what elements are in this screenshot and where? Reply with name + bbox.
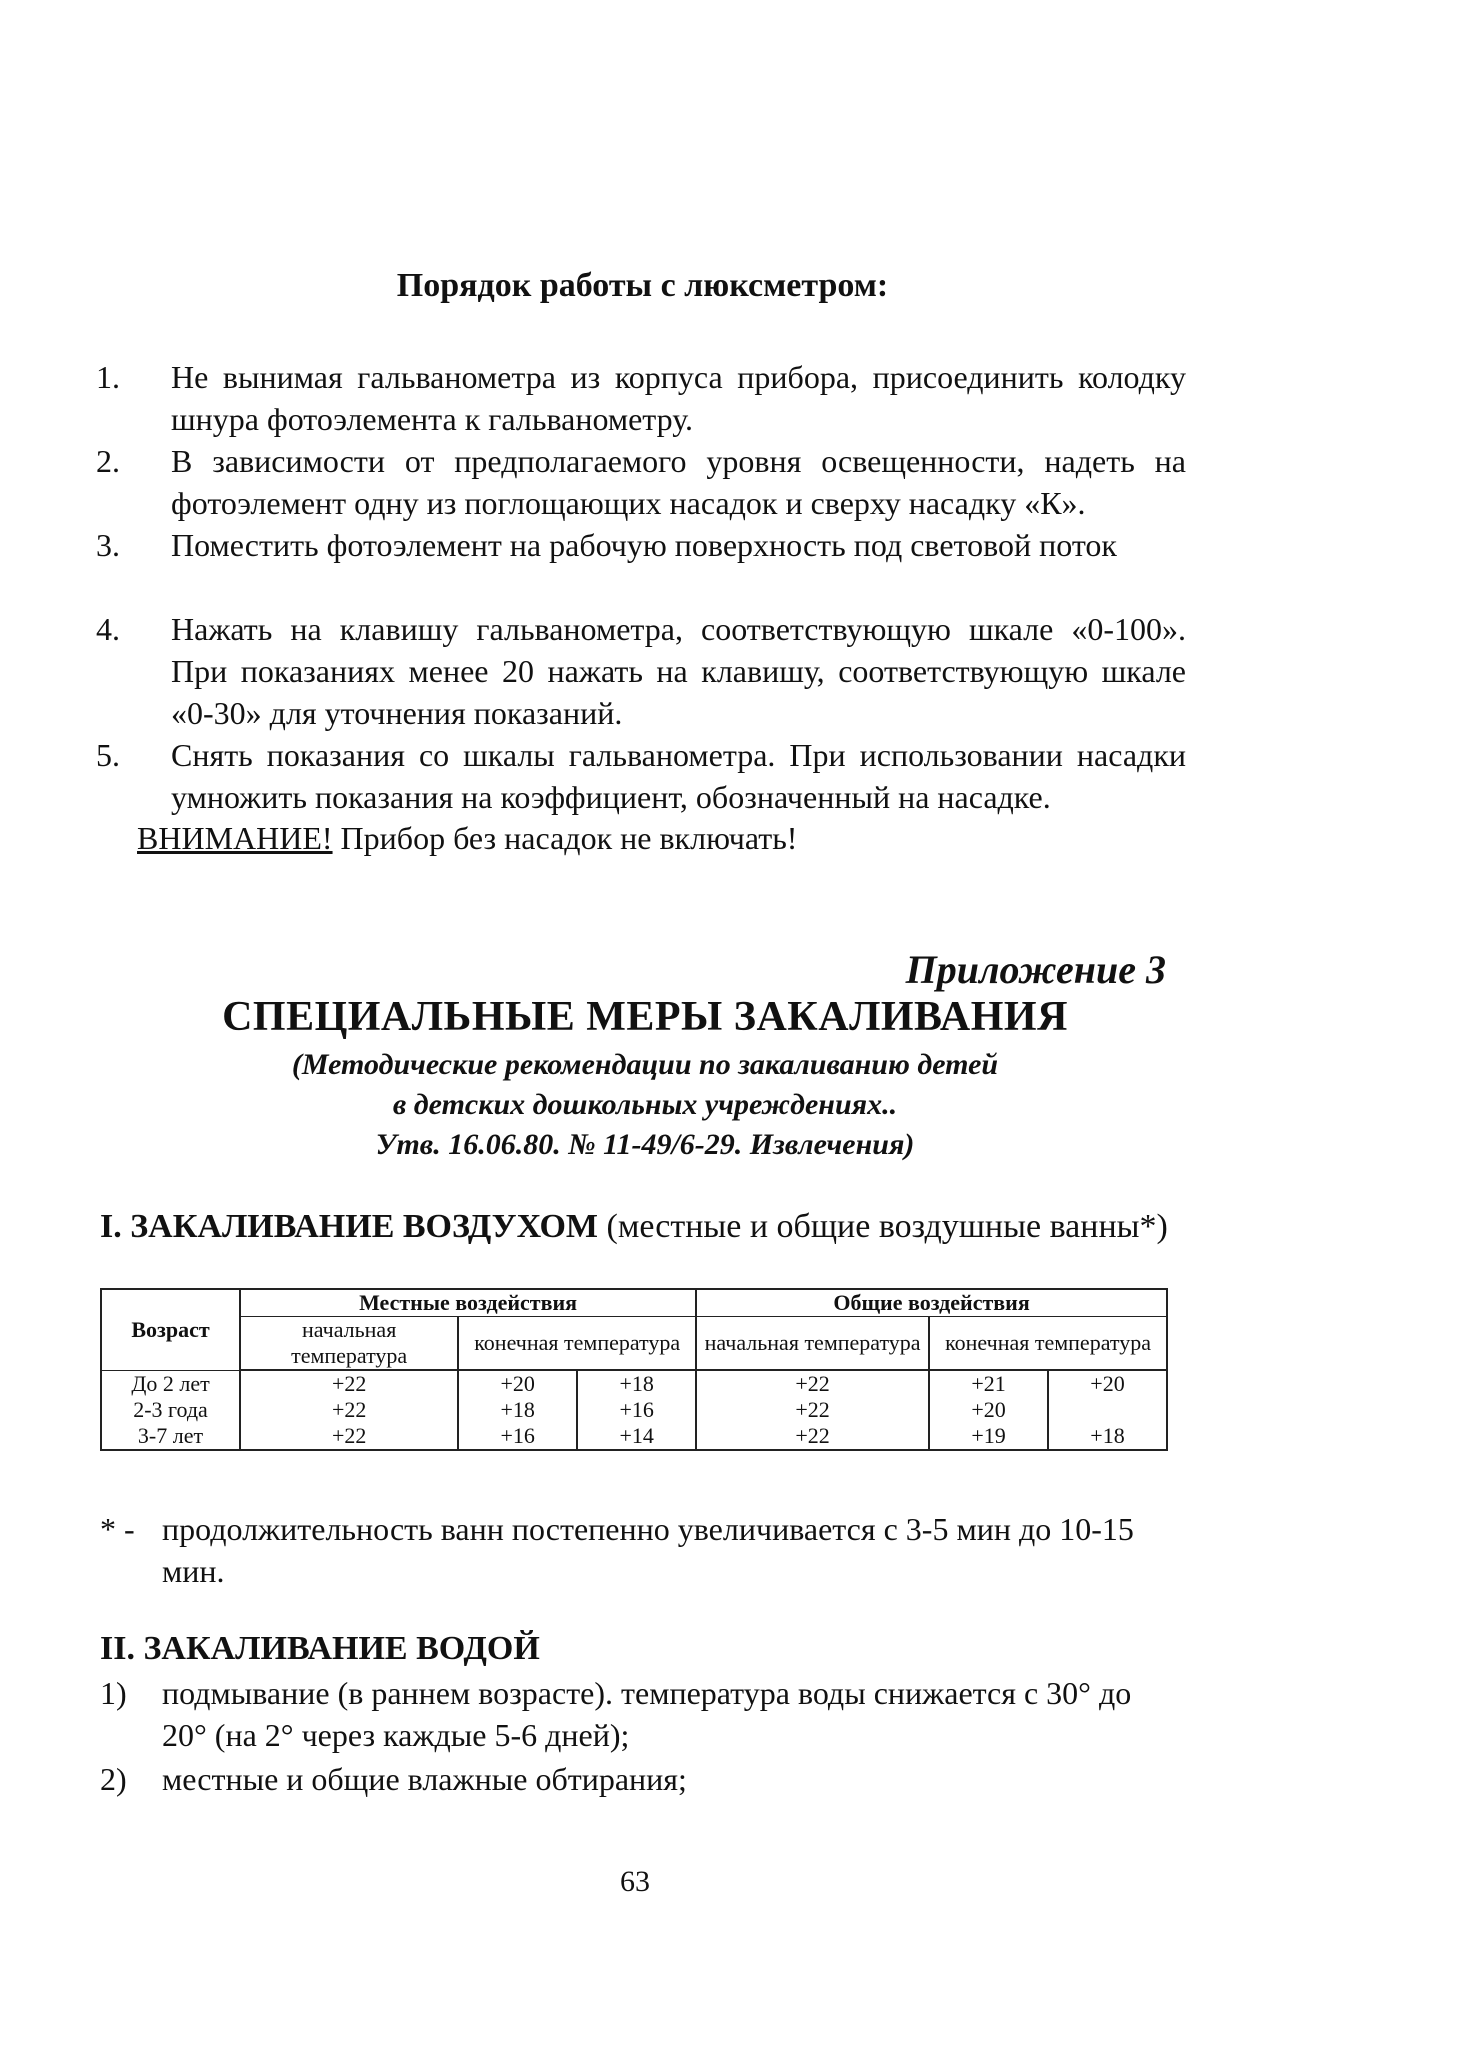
table-cell [1048,1397,1167,1423]
appendix-title: СПЕЦИАЛЬНЫЕ МЕРЫ ЗАКАЛИВАНИЯ [222,994,1068,1040]
table-cell: +20 [929,1397,1048,1423]
water-heading-text: II. ЗАКАЛИВАНИЕ ВОДОЙ [100,1630,540,1667]
table-cell: +18 [1048,1423,1167,1450]
luxmeter-steps [96,356,1186,815]
footnote-mark: * - [100,1511,135,1547]
age-header: Возраст [101,1289,240,1370]
local-final-header: конечная температура [458,1317,696,1371]
footnote-text: продолжительность ванн постепенно увеличивается с 3-5 мин до 10-15 мин. [162,1511,1134,1589]
table-row [101,1423,1167,1450]
table-cell: +18 [577,1370,696,1397]
table-cell: +18 [458,1397,577,1423]
list-item-text: Не вынимая гальванометра из корпуса прибора, присоединить колодку шнура фотоэлемента к гальванометру. [171,359,1186,437]
air-heading [100,1208,1168,1246]
appendix-subtitle-line2: в детских дошкольных учреждениях.. [392,1088,898,1121]
temperature-table [100,1288,1168,1451]
age-cell: 2-3 года [101,1397,240,1423]
list-item-text: Нажать на клавишу гальванометра, соответствующую шкале «0-100». При показаниях менее 20 нажать на клавишу, соответствующую шкале «0-30» для уточнения показаний. [171,611,1186,731]
page-number: 63 [620,1865,650,1898]
table-cell: +20 [458,1370,577,1397]
list-item-number: 1. [96,359,120,395]
age-cell: До 2 лет [101,1370,240,1397]
table-cell: +21 [929,1370,1048,1397]
table-row [101,1397,1167,1423]
table-cell: +22 [240,1423,458,1450]
list-item [96,356,1186,440]
warning [137,820,797,857]
appendix-subtitle-line1: (Методические рекомендации по закаливанию детей [291,1048,999,1081]
table-cell: +22 [240,1370,458,1397]
general-initial-header: начальная температура [696,1317,929,1371]
appendix-label: Приложение 3 [905,947,1166,992]
air-footnote [100,1508,1180,1592]
water-item-2 [100,1758,1180,1800]
list-item-number: 4. [96,611,120,647]
table-cell: +22 [696,1397,929,1423]
general-final-header: конечная температура [929,1317,1167,1371]
local-initial-header: начальная температура [240,1317,458,1371]
air-heading-rest: (местные и общие воздушные ванны*) [598,1208,1168,1245]
list-item-number: 2) [100,1761,127,1797]
list-item-text: местные и общие влажные обтирания; [162,1761,687,1797]
table-cell: +20 [1048,1370,1167,1397]
local-header: Местные воздействия [240,1289,696,1317]
list-item [96,608,1186,734]
table-cell: +22 [696,1423,929,1450]
list-item-number: 5. [96,737,120,773]
table-cell: +16 [458,1423,577,1450]
list-item-number: 1) [100,1675,127,1711]
table-cell: +19 [929,1423,1048,1450]
list-item [96,734,1186,818]
warning-text: Прибор без насадок не включать! [332,820,798,856]
water-item-1 [100,1672,1180,1756]
table-cell: +14 [577,1423,696,1450]
list-item [96,440,1186,524]
list-item-text: В зависимости от предполагаемого уровня освещенности, надеть на фотоэлемент одну из поглощающих насадок и сверху насадку «К». [171,443,1186,521]
list-item-number: 2. [96,443,120,479]
appendix-subtitle-line3: Утв. 16.06.80. № 11-49/6-29. Извлечения) [375,1128,915,1161]
water-heading [100,1630,540,1668]
list-item-number: 3. [96,527,120,563]
age-cell: 3-7 лет [101,1423,240,1450]
list-item-text: Поместить фотоэлемент на рабочую поверхность под световой поток [171,527,1117,563]
general-header: Общие воздействия [696,1289,1167,1317]
list-item [96,524,1186,566]
warning-label: ВНИМАНИЕ! [137,820,333,856]
air-heading-bold: I. ЗАКАЛИВАНИЕ ВОЗДУХОМ [100,1208,598,1245]
table-cell: +22 [696,1370,929,1397]
table-row [101,1370,1167,1397]
table-cell: +22 [240,1397,458,1423]
list-item-text: Снять показания со шкалы гальванометра. При использовании насадки умножить показания на коэффициент, обозначенный на насадке. [171,737,1186,815]
table-cell: +16 [577,1397,696,1423]
list-item-text: подмывание (в раннем возрасте). температура воды снижается с 30° до 20° (на 2° через каждые 5-6 дней); [162,1675,1132,1753]
luxmeter-title: Порядок работы с люксметром: [396,267,889,304]
